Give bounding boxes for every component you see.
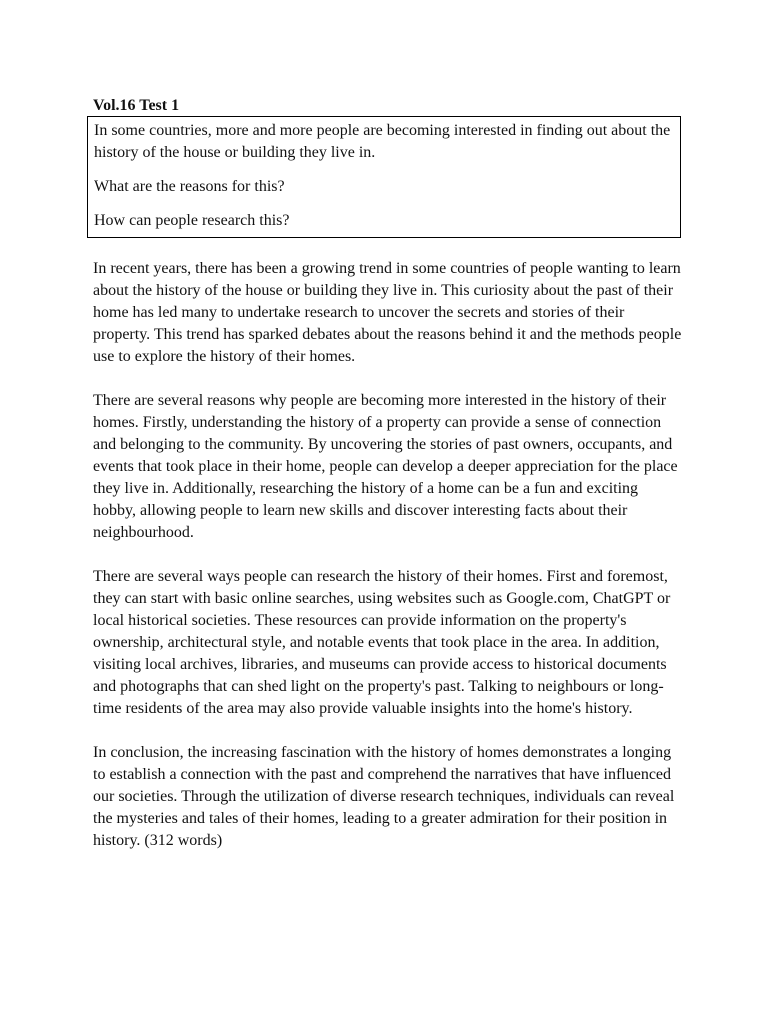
prompt-question-reasons: What are the reasons for this? (94, 178, 285, 195)
document-title: Vol.16 Test 1 (93, 97, 180, 114)
essay-paragraph-reasons: There are several reasons why people are becoming more interested in the history of their homes. Firstly, understanding the history of a property can provide a sense of connection and belonging to the community. By uncovering the stories of past owners, occupants, and events that took place in their home, people can develop a deeper appreciation for the place they live in. Additionally, researching the history of a home can be a fun and exciting hobby, allowing people to learn new skills and discover interesting facts about their neighbourhood. (93, 392, 678, 541)
prompt-statement: In some countries, more and more people are becoming interested in finding out about the history of the house or building they live in. (94, 122, 671, 161)
essay-body (93, 258, 683, 874)
essay-paragraph-introduction: In recent years, there has been a growing trend in some countries of people wanting to learn about the history of the house or building they live in. This curiosity about the past of their home has led many to undertake research to uncover the secrets and stories of their property. This trend has sparked debates about the reasons behind it and the methods people use to explore the history of their homes. (93, 260, 682, 365)
task-prompt-box (87, 116, 681, 238)
essay-paragraph-methods: There are several ways people can research the history of their homes. First and foremost, they can start with basic online searches, using websites such as Google.com, ChatGPT or local historical societies. These resources can provide information on the property's ownership, architectural style, and notable events that took place in the area. In addition, visiting local archives, libraries, and museums can provide access to historical documents and photographs that can shed light on the property's past. Talking to neighbours or long-time residents of the area may also provide valuable insights into the home's history. (93, 568, 671, 717)
essay-paragraph-conclusion: In conclusion, the increasing fascination with the history of homes demonstrates a longing to establish a connection with the past and comprehend the narratives that have influenced our societies. Through the utilization of diverse research techniques, individuals can reveal the mysteries and tales of their homes, leading to a greater admiration for their position in history. (312 words) (93, 744, 675, 849)
prompt-question-research: How can people research this? (94, 212, 290, 229)
